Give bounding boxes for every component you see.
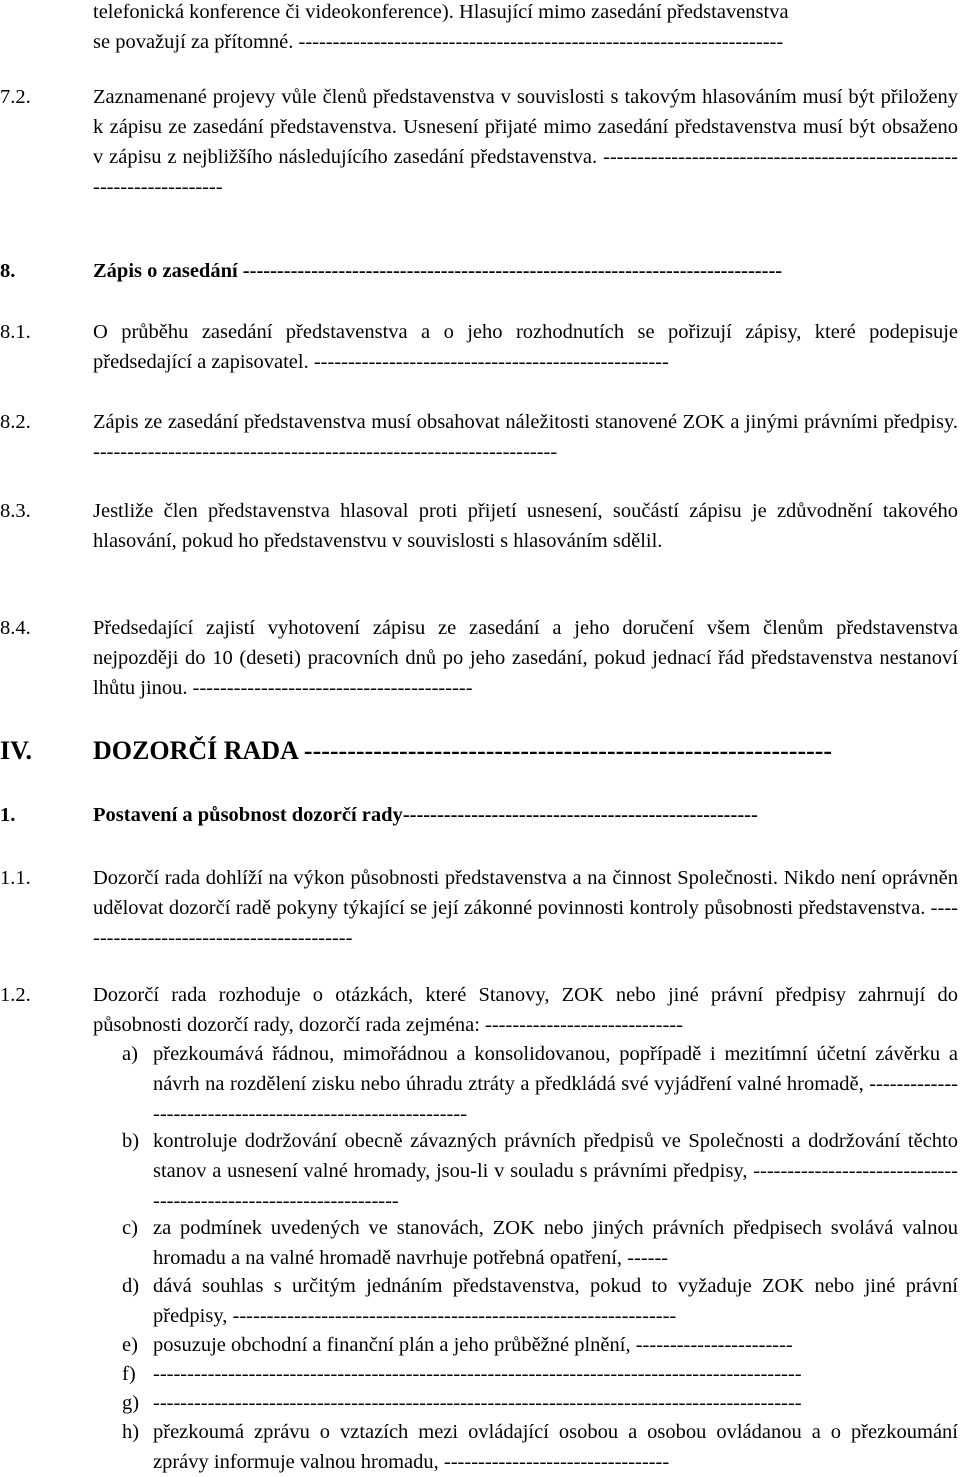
list-item-label: a) (122, 1043, 138, 1065)
list-item-label: g) (122, 1392, 140, 1414)
list-item-text: ----------------------------------------------------------------------------------------------- (153, 1363, 802, 1385)
paragraph-8-4-text: Předsedající zajistí vyhotovení zápisu ze zasedání a jeho doručení všem členům představenstva nejpozději do 10 (deseti) pracovních dnů po jeho zasedání, pokud jednací řád představenstva nestanoví lhůtu jinou. ----------------------------------------- (93, 617, 958, 699)
list-item-label: d) (122, 1275, 140, 1297)
list-item-label: c) (122, 1217, 138, 1239)
paragraph-number: 1.1. (0, 867, 31, 889)
list-item-label: e) (122, 1334, 138, 1356)
section-title: Zápis o zasedání (93, 260, 238, 282)
list-item (122, 1213, 958, 1273)
list-item (122, 1271, 958, 1331)
section-title: Postavení a působnost dozorčí rady (93, 804, 403, 826)
list-item-label: b) (122, 1130, 140, 1152)
list-item (122, 1330, 958, 1360)
list-item-text: ----------------------------------------------------------------------------------------------- (153, 1392, 802, 1414)
list-item-label: h) (122, 1421, 140, 1443)
section-number: 8. (0, 260, 16, 282)
paragraph-8-2-text: Zápis ze zasedání představenstva musí obsahovat náležitosti stanovené ZOK a jinými právními předpisy. -------------------------------------------------------------------- (93, 411, 958, 463)
list-item-text: přezkoumává řádnou, mimořádnou a konsolidovanou, popřípadě i mezitímní účetní závěrku a návrh na rozdělení zisku nebo úhradu ztráty a předkládá své vyjádření valné hromadě, ----------------------------------------------------------- (153, 1043, 958, 1125)
section-number: 1. (0, 804, 16, 826)
list-item-label: f) (122, 1363, 136, 1385)
paragraph-1-2-text: Dozorčí rada rozhoduje o otázkách, které Stanovy, ZOK nebo jiné právní předpisy zahrnují do působnosti dozorčí rady, dozorčí rada zejména: ----------------------------- (93, 984, 958, 1036)
paragraph-7-1-continuation (93, 0, 958, 57)
paragraph-8-1-text: O průběhu zasedání představenstva a o jeho rozhodnutích se pořizují zápisy, které podepisuje předsedající a zapisovatel. ---------------------------------------------------- (93, 321, 958, 373)
paragraph-number: 8.2. (0, 411, 31, 433)
chapter-dashes: ------------------------------------------------------------- (303, 736, 833, 765)
chapter-heading (93, 734, 958, 768)
list-item-text: kontroluje dodržování obecně závazných právních předpisů ve Společnosti a dodržování těchto stanov a usnesení valné hromady, jsou-li v souladu s právními předpisy, ------------------------------------------------------------------ (153, 1130, 958, 1212)
paragraph-number: 1.2. (0, 984, 31, 1006)
list-item (122, 1126, 958, 1216)
paragraph-number: 8.1. (0, 321, 31, 343)
paragraph-1-1-text: Dozorčí rada dohlíží na výkon působnosti představenstva a na činnost Společnosti. Nikdo není oprávněn udělovat dozorčí radě pokyny týkající se její zákonné povinnosti kontroly působnosti představenstva. ------------------------------------------ (93, 867, 958, 949)
section-heading (93, 256, 958, 286)
list-item (122, 1388, 958, 1418)
paragraph-number: 8.4. (0, 617, 31, 639)
list-item-text: dává souhlas s určitým jednáním představenstva, pokud to vyžaduje ZOK nebo jiné právní předpisy, ----------------------------------------------------------------- (153, 1275, 958, 1327)
paragraph-line: se považují za přítomné. ----------------------------------------------------------------------- (93, 31, 784, 53)
list-item-text: za podmínek uvedených ve stanovách, ZOK nebo jiných právních předpisech svolává valnou hromadu a na valné hromadě navrhuje potřebná opatření, ------ (153, 1217, 958, 1269)
chapter-title: DOZORČÍ RADA (93, 736, 298, 765)
paragraph-8-3-text: Jestliže člen představenstva hlasoval proti přijetí usnesení, součástí zápisu je zdůvodnění takového hlasování, pokud ho představenstvu v souvislosti s hlasováním sdělil. (93, 500, 958, 552)
section-heading (93, 800, 958, 830)
list-item-text: posuzuje obchodní a finanční plán a jeho průběžné plnění, ----------------------- (153, 1334, 793, 1356)
list-item (122, 1417, 958, 1477)
section-dashes: ---------------------------------------------------- (402, 804, 758, 826)
list-item (122, 1039, 958, 1129)
list-item-text: přezkoumá zprávu o vztazích mezi ovládající osobou a osobou ovládanou a o přezkoumání zprávy informuje valnou hromadu, --------------------------------- (153, 1421, 958, 1473)
paragraph-line: telefonická konference či videokonference). Hlasující mimo zasedání představenstva (93, 1, 789, 23)
paragraph-7-2-text: Zaznamenané projevy vůle členů představenstva v souvislosti s takovým hlasováním musí být přiloženy k zápisu ze zasedání představenstva. Usnesení přijaté mimo zasedání představenstva musí být obsaženo v zápisu z nejbližšího následujícího zasedání představenstva. ----------------------------------------------------------------------- (93, 86, 958, 198)
paragraph-number: 8.3. (0, 500, 31, 522)
paragraph-number: 7.2. (0, 86, 31, 108)
chapter-number: IV. (0, 736, 33, 765)
section-dashes: ------------------------------------------------------------------------------- (242, 260, 783, 282)
list-item (122, 1359, 958, 1389)
